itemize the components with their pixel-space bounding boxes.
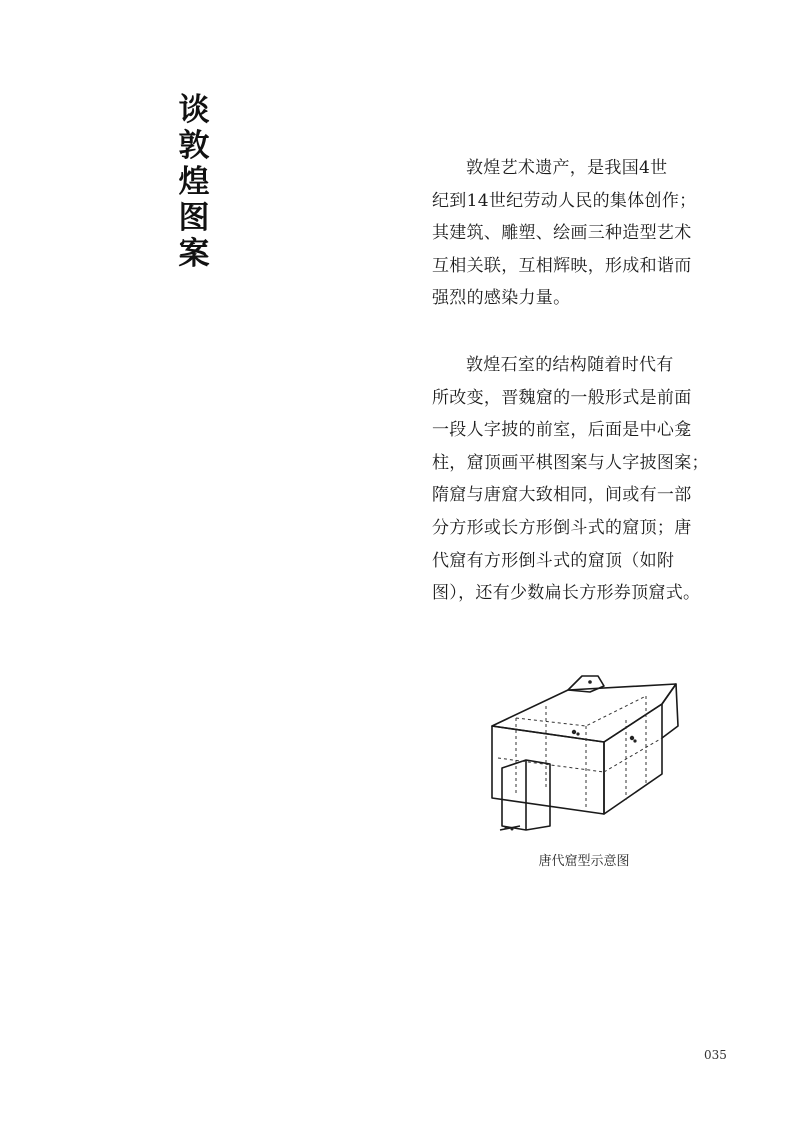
title-char: 图 <box>178 200 210 236</box>
text-line: 所改变，晋魏窟的一般形式是前面 <box>432 387 692 408</box>
title-char: 谈 <box>178 92 210 128</box>
text-line: 敦煌石室的结构随着时代有 <box>466 354 674 375</box>
paragraph-2 <box>432 349 732 610</box>
text-line: 代窟有方形倒斗式的窟顶（如附 <box>432 550 675 571</box>
text-line: 图），还有少数扁长方形券顶窟式。 <box>432 583 701 604</box>
text-line: 隋窟与唐窟大致相同，间或有一部 <box>432 485 692 506</box>
text-line: 一段人字披的前室，后面是中心龛 <box>432 420 692 441</box>
text-line: 敦煌艺术遗产，是我国4世 <box>466 158 668 178</box>
decorative-marks <box>505 680 637 830</box>
cave-roof <box>492 684 676 742</box>
text-line: 柱，窟顶画平棋图案与人字披图案； <box>432 452 709 473</box>
text-line: 强烈的感染力量。 <box>432 288 571 309</box>
page-number: 035 <box>704 1048 727 1062</box>
text-line: 分方形或长方形倒斗式的窟顶；唐 <box>432 517 692 538</box>
text-line: 互相关联，互相辉映，形成和谐而 <box>432 255 692 276</box>
cave-diagram <box>486 668 694 844</box>
figure-caption: 唐代窟型示意图 <box>538 854 630 869</box>
title-char: 敦 <box>178 128 210 164</box>
paragraph-1 <box>432 152 732 315</box>
cave-roof-edge <box>662 684 678 738</box>
text-line: 其建筑、雕塑、绘画三种造型艺术 <box>432 223 692 244</box>
text-line: 纪到14世纪劳动人民的集体创作； <box>432 190 697 211</box>
cave-structure-drawing <box>486 668 694 844</box>
vertical-title <box>172 92 216 272</box>
title-char: 案 <box>178 236 210 272</box>
cave-side-face <box>604 704 662 814</box>
title-char: 煌 <box>178 164 210 200</box>
body-text <box>432 152 732 610</box>
